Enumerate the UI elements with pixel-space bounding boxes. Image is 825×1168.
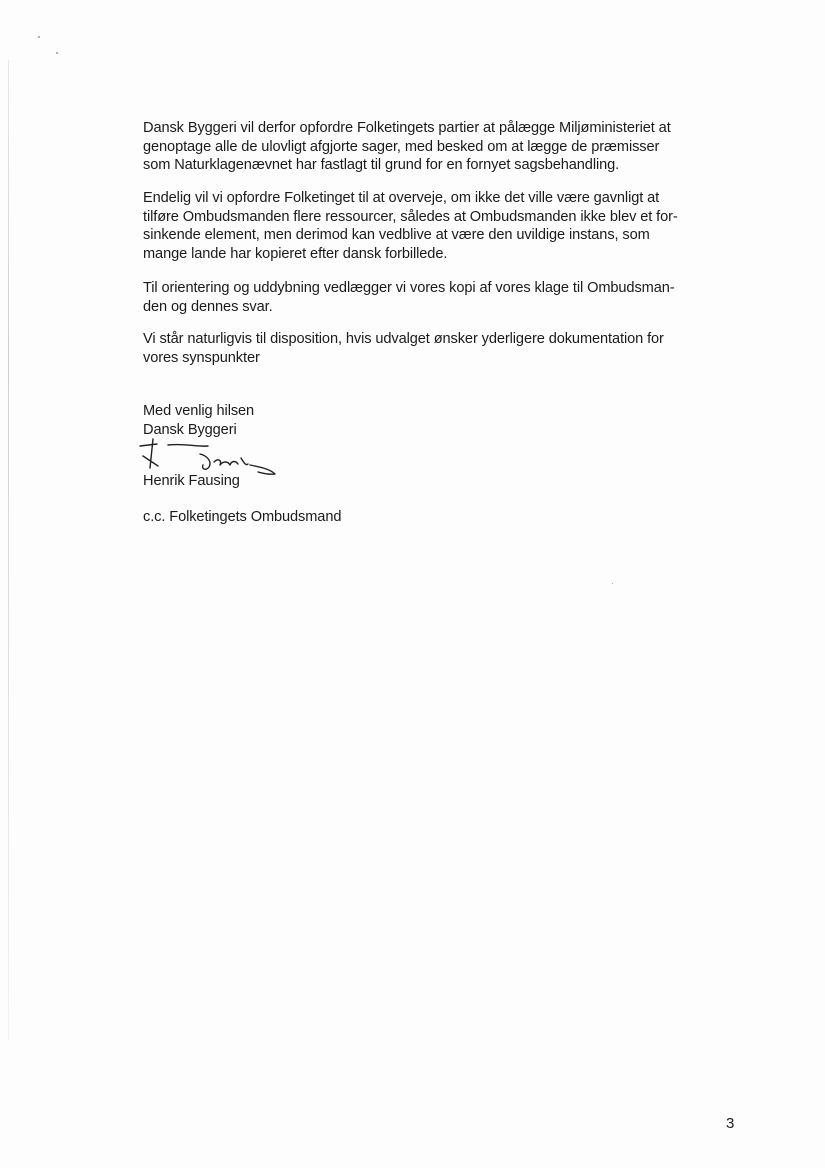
paragraph-text: Til orientering og uddybning vedlægger vi vores kopi af vores klage til Ombudsman- den og dennes svar. [143,280,675,315]
paragraph-text: Endelig vil vi opfordre Folketinget til at overveje, om ikke det ville være gavnligt at tilføre Ombudsmanden flere ressourcer, således at Ombudsmanden ikke blev et for- sinkende element, men derimod kan vedblive at være den uvildige instans, som mange lande har kopieret efter dansk forbillede. [143,190,678,262]
scan-edge-line [8,60,9,1040]
scan-speck [38,36,40,38]
paragraph-disposition [143,330,723,367]
cc-block [143,508,723,527]
paragraph-text: Dansk Byggeri vil derfor opfordre Folketingets partier at pålægge Miljøministeriet at genoptage alle de ulovligt afgjorte sager, med besked om at lægge de præmisser som Naturklagenævnet har fastlagt til grund for en fornyet sagsbehandling. [143,120,671,173]
signatory-name: Henrik Fausing [143,473,240,489]
scan-speck [56,52,58,54]
scan-speck [612,583,613,584]
paragraph-ombudsman-resources [143,189,723,263]
closing-greeting [143,402,723,439]
closing-line: Med venlig hilsen [143,403,255,419]
organization-name: Dansk Byggeri [143,421,237,438]
paragraph-text: Vi står naturligvis til disposition, hvis udvalget ønsker yderligere dokumentation for vores synspunkter [143,331,664,366]
paragraph-request [143,119,723,175]
signatory-block [143,472,723,491]
paragraph-enclosure [143,279,723,316]
cc-line: c.c. Folketingets Ombudsmand [143,509,342,525]
page-number: 3 [726,1115,735,1132]
